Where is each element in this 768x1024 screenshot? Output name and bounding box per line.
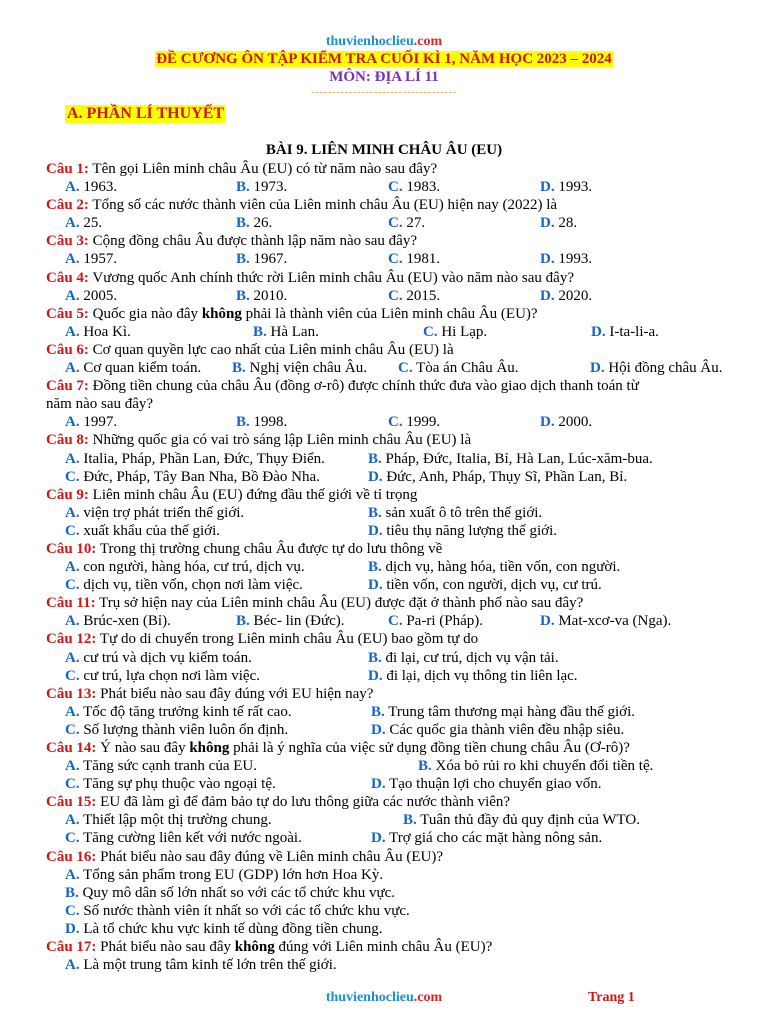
option-text: Hoa Kì. <box>83 323 131 340</box>
option-letter: A. <box>65 251 80 268</box>
option-letter: A. <box>65 360 80 377</box>
answer-option[interactable] <box>368 667 578 685</box>
answer-option[interactable] <box>65 775 276 793</box>
option-letter: D. <box>540 179 555 196</box>
option-row <box>46 450 736 468</box>
answer-option[interactable] <box>65 920 382 938</box>
question-keyword: không <box>234 939 275 956</box>
question-text: Cơ quan quyền lực cao nhất của Liên minh châu Âu (EU) là <box>92 341 454 358</box>
answer-option[interactable] <box>65 612 171 630</box>
question-label: Câu 13: <box>46 685 97 702</box>
answer-option[interactable] <box>368 576 602 594</box>
option-text: 1997. <box>83 414 118 431</box>
option-text: 1963. <box>83 179 118 196</box>
question-label: Câu 15: <box>46 794 97 811</box>
option-text: 1993. <box>558 251 593 268</box>
option-letter: A. <box>65 957 80 974</box>
option-text: Tăng cường liên kết với nước ngoài. <box>83 830 302 847</box>
question-line <box>46 341 736 359</box>
option-text: Xóa bỏ rủi ro khi chuyển đổi tiền tệ. <box>435 758 654 775</box>
option-text: 25. <box>83 215 103 232</box>
option-text: Hà Lan. <box>270 323 319 340</box>
option-letter: A. <box>65 504 80 521</box>
option-text: 1993. <box>558 179 593 196</box>
question-line <box>46 160 736 178</box>
option-letter: B. <box>232 360 246 377</box>
question-line <box>46 540 736 558</box>
option-letter: D. <box>540 251 555 268</box>
question-line <box>46 630 736 648</box>
option-text: Brúc-xen (Bỉ). <box>83 613 171 630</box>
question-line <box>46 739 736 757</box>
option-text: dịch vụ, hàng hóa, tiền vốn, con người. <box>385 559 621 576</box>
answer-option[interactable] <box>371 703 635 721</box>
option-text: 1983. <box>406 179 441 196</box>
question-line <box>46 269 736 287</box>
option-row <box>46 829 736 847</box>
answer-option[interactable] <box>540 413 592 431</box>
question-label: Câu 5: <box>46 305 89 322</box>
option-row <box>46 558 736 576</box>
option-text: Các quốc gia thành viên đều nhập siêu. <box>389 721 625 738</box>
option-letter: B. <box>418 758 432 775</box>
option-letter: A. <box>65 287 80 304</box>
option-letter: C. <box>388 251 403 268</box>
option-text: Pa-ri (Pháp). <box>406 613 483 630</box>
answer-option[interactable] <box>236 413 287 431</box>
answer-option[interactable] <box>65 450 325 468</box>
option-row <box>46 920 736 938</box>
option-text: Tăng sự phụ thuộc vào ngoại tệ. <box>83 776 276 793</box>
answer-option[interactable] <box>236 214 272 232</box>
option-text: 1967. <box>253 251 288 268</box>
option-text: 2010. <box>253 287 288 304</box>
footer-site-main: thuvienhoclieu <box>325 990 414 1005</box>
question-line <box>46 938 736 956</box>
option-text: Số nước thành viên ít nhất so với các tổ chức khu vực. <box>83 902 410 919</box>
answer-option[interactable] <box>368 649 559 667</box>
answer-option[interactable] <box>232 359 367 377</box>
option-text: Cơ quan kiểm toán. <box>83 360 202 377</box>
answer-option[interactable] <box>368 522 557 540</box>
option-row <box>46 178 736 196</box>
option-text: 2020. <box>558 287 593 304</box>
option-row <box>46 504 736 522</box>
option-text: 2000. <box>558 414 593 431</box>
option-text: sản xuất ô tô trên thế giới. <box>385 504 543 521</box>
option-letter: B. <box>236 179 250 196</box>
answer-option[interactable] <box>398 359 519 377</box>
option-letter: C. <box>65 902 80 919</box>
option-text: đi lại, dịch vụ thông tin liên lạc. <box>386 667 578 684</box>
option-text: dịch vụ, tiền vốn, chọn nơi làm việc. <box>83 577 303 594</box>
option-letter: C. <box>65 830 80 847</box>
question-text: Ý nào sau đây <box>100 740 190 756</box>
option-text: tiền vốn, con người, dịch vụ, cư trú. <box>386 577 602 594</box>
question-text: phải là ý nghĩa của việc sử dụng đồng tiền chung châu Âu (Ơ-rô)? <box>229 740 630 756</box>
option-row <box>46 287 736 305</box>
option-text: Pháp, Đức, Italia, Bỉ, Hà Lan, Lúc-xăm-bua. <box>385 450 653 467</box>
question-label: Câu 9: <box>46 486 89 503</box>
answer-option[interactable] <box>65 522 220 540</box>
option-text: đi lại, cư trú, dịch vụ vận tải. <box>385 649 559 666</box>
answer-option[interactable] <box>65 323 131 341</box>
option-text: Thiết lập một thị trường chung. <box>83 812 272 829</box>
answer-option[interactable] <box>65 829 302 847</box>
option-letter: C. <box>423 323 438 340</box>
question-text: Liên minh châu Âu (EU) đứng đầu thế giới về tỉ trọng <box>92 486 418 503</box>
footer-site-ext: .com <box>413 990 443 1005</box>
option-text: 1998. <box>253 414 288 431</box>
option-text: Là một trung tâm kinh tế lớn trên thế giới. <box>83 957 337 974</box>
answer-option[interactable] <box>65 703 292 721</box>
header-site-name <box>0 34 768 50</box>
question-label: Câu 4: <box>46 269 89 286</box>
question-text: Phát biểu nào sau đây đúng với EU hiện nay? <box>100 685 374 702</box>
answer-option[interactable] <box>65 178 117 196</box>
option-text: 26. <box>253 215 273 232</box>
option-text: Trợ giá cho các mặt hàng nông sản. <box>389 830 603 847</box>
option-row <box>46 359 736 377</box>
option-text: Là tổ chức khu vực kinh tế dùng đồng tiền chung. <box>83 920 383 937</box>
option-letter: C. <box>65 721 80 738</box>
question-line <box>46 793 736 811</box>
answer-option[interactable] <box>540 214 577 232</box>
answer-option[interactable] <box>65 649 252 667</box>
answer-option[interactable] <box>368 504 542 522</box>
option-letter: C. <box>65 522 80 539</box>
option-text: Nghị viện châu Âu. <box>249 360 367 377</box>
option-text: 1973. <box>253 179 288 196</box>
option-text: xuất khẩu của thế giới. <box>83 522 220 539</box>
option-letter: B. <box>236 251 250 268</box>
answer-option[interactable] <box>65 413 117 431</box>
question-line <box>46 685 736 703</box>
option-text: 28. <box>558 215 578 232</box>
answer-option[interactable] <box>65 214 102 232</box>
answer-option[interactable] <box>388 413 440 431</box>
subject-title: MÔN: ĐỊA LÍ 11 <box>329 69 439 85</box>
answer-option[interactable] <box>418 757 653 775</box>
question-keyword: không <box>201 305 242 322</box>
lesson-title: BÀI 9. LIÊN MINH CHÂU ÂU (EU) <box>265 142 503 158</box>
answer-option[interactable] <box>403 811 640 829</box>
option-letter: C. <box>388 613 403 630</box>
answer-option[interactable] <box>65 359 201 377</box>
option-letter: D. <box>590 360 605 377</box>
question-line-continued <box>46 395 736 413</box>
option-letter: A. <box>65 649 80 666</box>
option-text: Tổng sản phẩm trong EU (GDP) lớn hơn Hoa Kỳ. <box>83 866 384 883</box>
question-label: Câu 7: <box>46 378 89 395</box>
divider: ----------------------------------- <box>311 86 457 98</box>
question-label: Câu 3: <box>46 233 89 250</box>
question-label: Câu 11: <box>46 595 96 612</box>
site-ext: .com <box>413 34 443 49</box>
question-text: phải là thành viên của Liên minh châu Âu (EU)? <box>241 305 538 322</box>
answer-option[interactable] <box>540 250 592 268</box>
option-letter: D. <box>65 920 80 937</box>
question-label: Câu 14: <box>46 740 97 756</box>
option-text: Hi Lạp. <box>441 323 488 340</box>
question-line <box>46 431 736 449</box>
option-letter: B. <box>236 287 250 304</box>
footer-site-name <box>0 990 768 1006</box>
option-text: con người, hàng hóa, cư trú, dịch vụ. <box>83 559 305 576</box>
option-text: tiêu thụ năng lượng thế giới. <box>386 522 557 539</box>
option-row <box>46 721 736 739</box>
option-letter: A. <box>65 758 80 775</box>
option-text: cư trú, lựa chọn nơi làm việc. <box>83 667 260 684</box>
option-letter: D. <box>591 323 606 340</box>
option-letter: C. <box>388 287 403 304</box>
question-text: Đồng tiền chung của châu Âu (đồng ơ-rô) được chính thức đưa vào giao dịch thanh toán từ <box>92 378 639 395</box>
option-letter: B. <box>368 504 382 521</box>
option-text: 2005. <box>83 287 118 304</box>
option-letter: B. <box>403 812 417 829</box>
answer-option[interactable] <box>253 323 319 341</box>
answer-option[interactable] <box>368 558 620 576</box>
option-letter: B. <box>65 884 79 901</box>
answer-option[interactable] <box>388 178 440 196</box>
option-letter: B. <box>236 613 250 630</box>
option-text: Quy mô dân số lớn nhất so với các tổ chức khu vực. <box>82 884 395 901</box>
answer-option[interactable] <box>65 287 117 305</box>
question-list <box>46 160 736 974</box>
option-row <box>46 323 736 341</box>
option-letter: D. <box>540 215 555 232</box>
question-text: Tên gọi Liên minh châu Âu (EU) có từ năm nào sau đây? <box>92 161 438 177</box>
option-letter: A. <box>65 450 80 467</box>
question-line <box>46 232 736 250</box>
option-letter: A. <box>65 812 80 829</box>
question-text: Tổng số các nước thành viên của Liên minh châu Âu (EU) hiện nay (2022) là <box>92 197 558 214</box>
answer-option[interactable] <box>388 287 440 305</box>
option-text: Tuân thủ đầy đủ quy định của WTO. <box>420 812 640 829</box>
question-label: Câu 1: <box>46 161 89 177</box>
option-letter: C. <box>65 577 80 594</box>
question-line <box>46 486 736 504</box>
answer-option[interactable] <box>591 323 659 341</box>
option-text: viện trợ phát triển thế giới. <box>83 504 245 521</box>
option-letter: C. <box>398 360 413 377</box>
answer-option[interactable] <box>236 287 287 305</box>
question-keyword: không <box>189 740 230 756</box>
option-row <box>46 884 736 902</box>
answer-option[interactable] <box>590 359 723 377</box>
answer-option[interactable] <box>65 667 260 685</box>
option-letter: D. <box>371 830 386 847</box>
question-text: Quốc gia nào đây <box>92 305 202 322</box>
option-letter: A. <box>65 323 80 340</box>
option-text: 1981. <box>406 251 441 268</box>
answer-option[interactable] <box>236 250 287 268</box>
option-letter: C. <box>65 468 80 485</box>
option-text: Số lượng thành viên luôn ổn định. <box>83 721 289 738</box>
answer-option[interactable] <box>65 468 320 486</box>
document-title: ĐỀ CƯƠNG ÔN TẬP KIỂM TRA CUỐI KÌ 1, NĂM HỌC 2023 – 2024 <box>156 51 612 67</box>
option-text: Đức, Pháp, Tây Ban Nha, Bồ Đào Nha. <box>83 468 320 485</box>
answer-option[interactable] <box>65 902 410 920</box>
option-letter: C. <box>388 414 403 431</box>
option-letter: B. <box>371 703 385 720</box>
site-main: thuvienhoclieu <box>325 34 414 49</box>
option-letter: D. <box>368 667 383 684</box>
question-line <box>46 377 736 395</box>
question-text: Phát biểu nào sau đây đúng về Liên minh châu Âu (EU)? <box>100 848 443 865</box>
option-letter: A. <box>65 559 80 576</box>
answer-option[interactable] <box>65 757 257 775</box>
question-label: Câu 6: <box>46 341 89 358</box>
question-line <box>46 848 736 866</box>
section-title: A. PHẦN LÍ THUYẾT <box>67 105 225 122</box>
answer-option[interactable] <box>65 866 383 884</box>
option-text: 1999. <box>406 414 441 431</box>
question-label: Câu 17: <box>46 939 97 956</box>
option-letter: B. <box>368 559 382 576</box>
option-letter: C. <box>65 667 80 684</box>
question-text: EU đã làm gì để đảm bảo tự do lưu thông giữa các nước thành viên? <box>100 794 511 811</box>
option-text: Tốc độ tăng trưởng kinh tế rất cao. <box>83 703 292 720</box>
page-number: Trang 1 <box>588 990 635 1005</box>
option-row <box>46 667 736 685</box>
question-line <box>46 594 736 612</box>
option-text: 1957. <box>83 251 118 268</box>
option-letter: D. <box>368 577 383 594</box>
question-label: Câu 2: <box>46 197 89 214</box>
option-text: 2015. <box>406 287 441 304</box>
answer-option[interactable] <box>65 250 117 268</box>
option-letter: C. <box>65 776 80 793</box>
answer-option[interactable] <box>371 829 602 847</box>
option-text: I-ta-li-a. <box>609 323 659 340</box>
option-text: Mat-xcơ-va (Nga). <box>558 613 672 630</box>
question-text: Cộng đồng châu Âu được thành lập năm nào sau đây? <box>92 233 417 250</box>
option-letter: B. <box>368 450 382 467</box>
option-text: cư trú và dịch vụ kiểm toán. <box>83 649 252 666</box>
option-letter: B. <box>236 414 250 431</box>
option-row <box>46 775 736 793</box>
option-text: Đức, Anh, Pháp, Thụy Sĩ, Phần Lan, Bỉ. <box>386 468 628 485</box>
option-letter: A. <box>65 414 80 431</box>
option-row <box>46 612 736 630</box>
answer-option[interactable] <box>236 178 287 196</box>
option-letter: B. <box>236 215 250 232</box>
option-letter: A. <box>65 179 80 196</box>
option-row <box>46 468 736 486</box>
option-row <box>46 522 736 540</box>
question-text: Vương quốc Anh chính thức rời Liên minh châu Âu (EU) vào năm nào sau đây? <box>92 269 574 286</box>
answer-option[interactable] <box>371 775 602 793</box>
answer-option[interactable] <box>65 576 303 594</box>
option-letter: C. <box>388 179 403 196</box>
option-row <box>46 902 736 920</box>
option-text: Tạo thuận lợi cho chuyển giao vốn. <box>389 776 602 793</box>
option-letter: D. <box>540 414 555 431</box>
question-text: Trong thị trường chung châu Âu được tự do lưu thông về <box>99 540 443 557</box>
option-letter: D. <box>371 721 386 738</box>
answer-option[interactable] <box>65 884 395 902</box>
option-letter: D. <box>540 613 555 630</box>
option-row <box>46 703 736 721</box>
option-row <box>46 956 736 974</box>
question-text: Trụ sở hiện nay của Liên minh châu Âu (EU) được đặt ở thành phố nào sau đây? <box>99 595 584 612</box>
option-letter: A. <box>65 866 80 883</box>
option-letter: D. <box>368 468 383 485</box>
answer-option[interactable] <box>65 811 272 829</box>
answer-option[interactable] <box>540 178 592 196</box>
option-letter: A. <box>65 215 80 232</box>
question-label: Câu 10: <box>46 540 97 557</box>
option-row <box>46 250 736 268</box>
option-row <box>46 866 736 884</box>
option-row <box>46 811 736 829</box>
option-row <box>46 649 736 667</box>
answer-option[interactable] <box>540 612 671 630</box>
option-row <box>46 576 736 594</box>
option-row <box>46 413 736 431</box>
option-text: Béc- lin (Đức). <box>253 613 345 630</box>
option-letter: D. <box>371 776 386 793</box>
option-text: Trung tâm thương mại hàng đầu thế giới. <box>388 703 636 720</box>
answer-option[interactable] <box>423 323 487 341</box>
option-letter: D. <box>540 287 555 304</box>
answer-option[interactable] <box>388 612 483 630</box>
option-text: Hội đồng châu Âu. <box>608 360 723 377</box>
option-text: 27. <box>406 215 426 232</box>
option-letter: B. <box>368 649 382 666</box>
option-letter: A. <box>65 613 80 630</box>
question-line <box>46 196 736 214</box>
answer-option[interactable] <box>371 721 624 739</box>
question-label: Câu 16: <box>46 848 97 865</box>
option-text: Tòa án Châu Âu. <box>416 360 519 377</box>
question-text: Tự do di chuyển trong Liên minh châu Âu (EU) bao gồm tự do <box>99 631 479 648</box>
question-text: Những quốc gia có vai trò sáng lập Liên minh châu Âu (EU) là <box>92 432 472 449</box>
question-label: Câu 12: <box>46 631 97 648</box>
answer-option[interactable] <box>540 287 592 305</box>
answer-option[interactable] <box>65 504 244 522</box>
answer-option[interactable] <box>236 612 345 630</box>
question-label: Câu 8: <box>46 432 89 449</box>
question-text: năm nào sau đây? <box>46 396 154 413</box>
option-letter: A. <box>65 703 80 720</box>
answer-option[interactable] <box>65 558 305 576</box>
option-letter: C. <box>388 215 403 232</box>
answer-option[interactable] <box>368 468 627 486</box>
option-text: Tăng sức cạnh tranh của EU. <box>83 758 257 775</box>
question-text: Phát biểu nào sau đây <box>100 939 235 956</box>
question-line <box>46 305 736 323</box>
answer-option[interactable] <box>388 250 440 268</box>
option-letter: D. <box>368 522 383 539</box>
answer-option[interactable] <box>368 450 653 468</box>
option-row <box>46 214 736 232</box>
question-text: đúng với Liên minh châu Âu (EU)? <box>274 939 493 956</box>
answer-option[interactable] <box>388 214 425 232</box>
option-letter: B. <box>253 323 267 340</box>
answer-option[interactable] <box>65 956 337 974</box>
option-row <box>46 757 736 775</box>
option-text: Italia, Pháp, Phần Lan, Đức, Thụy Điển. <box>83 450 325 467</box>
answer-option[interactable] <box>65 721 288 739</box>
